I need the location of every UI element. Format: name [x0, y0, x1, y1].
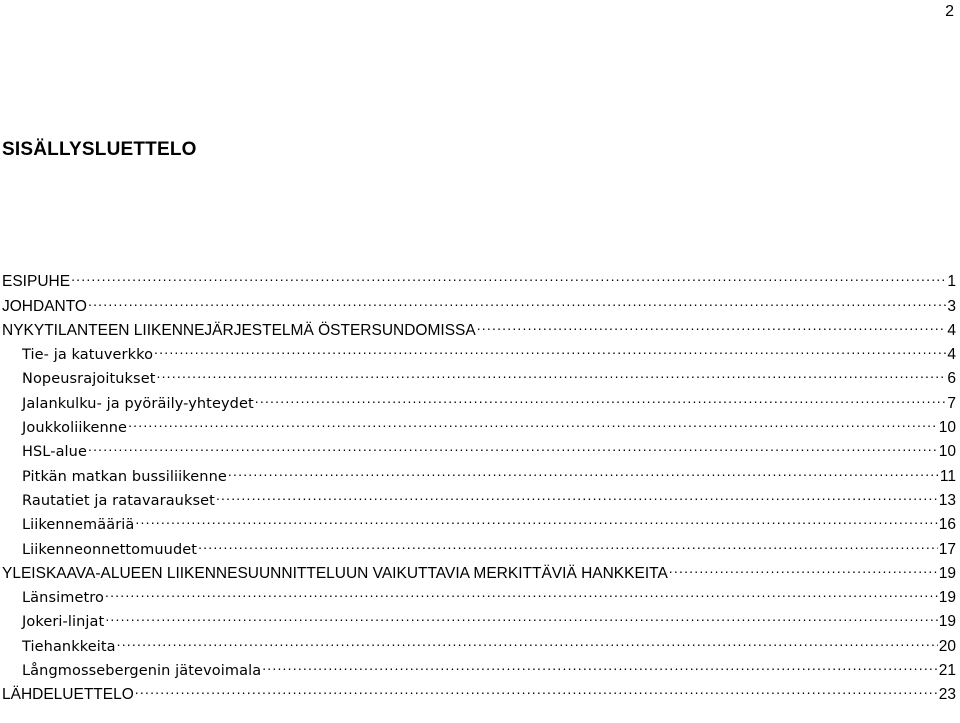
- toc-entry-title: Tiehankkeita: [22, 638, 116, 655]
- toc-entry-page: 23: [938, 686, 956, 704]
- toc-entry-page: 13: [938, 491, 956, 509]
- dot-leader: [135, 505, 937, 529]
- toc-entry[interactable]: [2, 408, 956, 437]
- dot-leader: [88, 286, 946, 310]
- toc-entry[interactable]: [2, 432, 956, 461]
- toc-entry[interactable]: [2, 651, 956, 680]
- toc-heading: SISÄLLYSLUETTELO: [2, 139, 197, 160]
- toc-entry-page: 10: [938, 443, 956, 461]
- toc-entry[interactable]: [2, 578, 956, 607]
- dot-leader: [198, 529, 938, 553]
- toc-entry-page: 19: [938, 564, 956, 582]
- dot-leader: [255, 383, 947, 407]
- dot-leader: [154, 335, 946, 359]
- toc-entry-title: Långmossebergenin jätevoimala: [22, 663, 262, 680]
- toc-entry-page: 4: [947, 321, 956, 339]
- toc-entry-title: LÄHDELUETTELO: [2, 686, 134, 704]
- dot-leader: [105, 578, 938, 602]
- toc-entry-page: 3: [947, 297, 956, 315]
- toc-entry-page: 1: [947, 273, 956, 291]
- dot-leader: [105, 602, 937, 626]
- toc-entry-page: 16: [938, 516, 956, 534]
- toc-entry-page: 21: [938, 662, 956, 680]
- toc-entry[interactable]: [2, 311, 956, 339]
- toc-entry-page: 20: [938, 637, 956, 655]
- toc-entry-title: Joukkoliikenne: [22, 420, 128, 437]
- dot-leader: [88, 432, 938, 456]
- toc-entry-page: 19: [938, 613, 956, 631]
- toc-entry[interactable]: [2, 529, 956, 558]
- table-of-contents: [2, 262, 956, 704]
- dot-leader: [157, 359, 947, 383]
- toc-entry[interactable]: [2, 602, 956, 631]
- toc-entry-title: JOHDANTO: [2, 297, 87, 315]
- toc-entry[interactable]: [2, 675, 956, 704]
- toc-entry-title: NYKYTILANTEEN LIIKENNEJÄRJESTELMÄ ÖSTERSUNDOMISSA: [2, 321, 476, 339]
- toc-entry-title: Länsimetro: [22, 590, 104, 607]
- toc-entry-page: 6: [947, 370, 956, 388]
- dot-leader: [216, 481, 938, 505]
- toc-entry-page: 4: [947, 346, 956, 364]
- toc-entry-title: Liikenneonnettomuudet: [22, 541, 198, 558]
- dot-leader: [117, 626, 938, 650]
- toc-entry[interactable]: [2, 505, 956, 534]
- dot-leader: [135, 675, 938, 699]
- dot-leader: [669, 554, 938, 578]
- toc-entry-page: 7: [947, 394, 956, 412]
- toc-entry[interactable]: [2, 456, 956, 485]
- toc-entry-title: YLEISKAAVA-ALUEEN LIIKENNESUUNNITTELUUN VAIKUTTAVIA MERKITTÄVIÄ HANKKEITA: [2, 564, 668, 582]
- dot-leader: [228, 456, 939, 480]
- toc-entry-title: Nopeusrajoitukset: [22, 371, 156, 388]
- toc-entry-title: Jokeri-linjat: [22, 614, 105, 631]
- toc-entry[interactable]: [2, 286, 956, 315]
- dot-leader: [71, 262, 946, 286]
- toc-entry-page: 19: [938, 589, 956, 607]
- toc-entry-title: Rautatiet ja ratavaraukset: [22, 492, 215, 509]
- toc-entry-title: Jalankulku- ja pyöräily-yhteydet: [22, 395, 254, 412]
- dot-leader: [477, 311, 947, 335]
- toc-entry-title: Tie- ja katuverkko: [22, 347, 154, 364]
- toc-entry-title: Pitkän matkan bussiliikenne: [22, 468, 227, 485]
- dot-leader: [262, 651, 938, 675]
- toc-entry-title: Liikennemääriä: [22, 517, 135, 534]
- page-number: 2: [945, 3, 954, 20]
- toc-entry[interactable]: [2, 626, 956, 655]
- toc-entry-title: ESIPUHE: [2, 273, 71, 291]
- toc-entry-page: 11: [939, 467, 956, 485]
- dot-leader: [128, 408, 938, 432]
- toc-entry-title: HSL-alue: [22, 444, 87, 461]
- toc-entry-page: 17: [938, 540, 956, 558]
- toc-entry-page: 10: [938, 419, 956, 437]
- toc-entry[interactable]: [2, 262, 956, 291]
